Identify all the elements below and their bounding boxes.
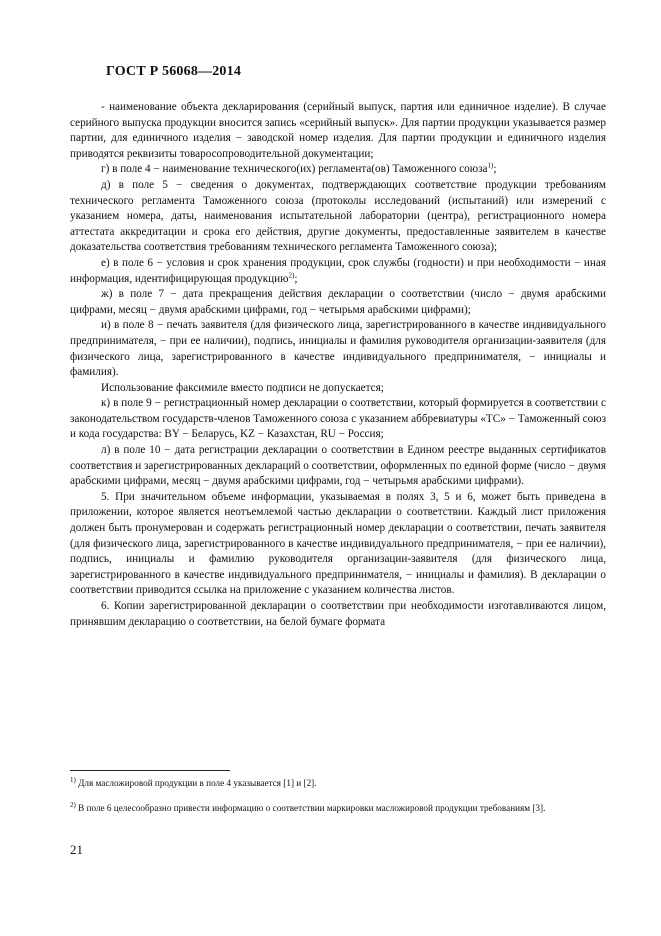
footnote-ref-1[interactable]: 1) (487, 161, 494, 170)
paragraph-clause-6: 6. Копии зарегистрированной декларации о соответствии при необходимости изготавливаются лицом, принявшим декларацию о соответствии, на белой бумаге формата (70, 600, 606, 628)
paragraph-object-description: - наименование объекта декларирования (серийный выпуск, партия или единичное изделие). В случае серийного выпуска продукции вносится запись «серийный выпуск». Для партии продукции указывается размер партии, для единичного изделия − заводской номер изделия. Для партии продукции и единичного изделия приводятся реквизиты товаросопроводительной документации; (70, 101, 606, 160)
footnote-ref-2[interactable]: 2) (288, 270, 295, 279)
paragraph-field-4 (70, 162, 606, 178)
paragraph-clause-5: 5. При значительном объеме информации, указываемая в полях 3, 5 и 6, может быть приведена в приложении, которое является неотъемлемой частью декларации о соответствии. Каждый лист приложения должен быть пронумерован и содержать регистрационный номер декларации о соответствии, печать заявителя (для физического лица, зарегистрированного в качестве индивидуального предпринимателя, − при ее наличии), подпись, инициалы и фамилию руководителя организации-заявителя (для физического лица, зарегистрированного в качестве индивидуального предпринимателя, − инициалы и фамилия). В декларации о соответствии приводится ссылка на приложение с указанием количества листов. (70, 490, 606, 597)
paragraph-field-6 (70, 256, 606, 287)
footnote-1 (70, 777, 606, 790)
paragraph-field-8: и) в поле 8 − печать заявителя (для физического лица, зарегистрированного в качестве индивидуального предпринимателя, − при ее наличии), подпись, инициалы и фамилия руководителя организации-заявителя (для физического лица, зарегистрированного в качестве индивидуального предпринимателя, − инициалы и фамилия). (70, 319, 606, 379)
page-number: 21 (70, 842, 83, 857)
paragraph-field-10: л) в поле 10 − дата регистрации декларации о соответствии в Едином реестре выданных сертификатов соответствия и зарегистрированных деклараций о соответствии, оформленных по единой форме (число − двумя арабскими цифрами, месяц − двумя арабскими цифрами, год − четырьмя арабскими цифрами). (70, 444, 606, 488)
footnote-divider (70, 770, 230, 771)
paragraph-field-9: к) в поле 9 − регистрационный номер декларации о соответствии, который формируется в соответствии с законодательством государств-членов Таможенного союза с указанием аббревиатуры «ТС» − Таможенный союз и кода государства: BY − Беларусь, KZ − Казахстан, RU − Россия; (70, 397, 606, 441)
paragraph-facsimile-note: Использование факсимиле вместо подписи не допускается; (101, 381, 384, 394)
document-body (70, 100, 606, 630)
paragraph-field-4-end: ; (493, 163, 497, 176)
footnote-1-text: Для масложировой продукции в поле 4 указывается [1] и [2]. (75, 778, 317, 788)
footnote-2-marker: 2) (70, 800, 76, 809)
footnote-2-text: В поле 6 целесообразно привести информацию о соответствии маркировки масложировой продукции требованиям [3]. (75, 803, 546, 813)
page-header-standard-number: ГОСТ Р 56068—2014 (106, 64, 242, 79)
paragraph-field-5: д) в поле 5 − сведения о документах, подтверждающих соответствие продукции требованиям технического регламента Таможенного союза (протоколы исследований (испытаний) или измерений с указанием номера, даты, наименования испытательной лаборатории (центра), регистрационного номера аттестата аккредитации и срока его действия, другие документы, предоставленные заявителем в качестве доказательства соответствия требованиям технического регламента Таможенного союза); (70, 178, 606, 254)
footnote-1-marker: 1) (70, 775, 76, 784)
footnote-2 (70, 802, 606, 815)
paragraph-field-6-text: е) в поле 6 − условия и срок хранения продукции, срок службы (годности) и при необходимости − иная информация, идентифицирующая продукцию (70, 256, 606, 285)
paragraph-field-6-end: ; (294, 272, 298, 285)
paragraph-field-7: ж) в поле 7 − дата прекращения действия декларации о соответствии (число − двумя арабскими цифрами, месяц − двумя арабскими цифрами, год − четырьмя арабскими цифрами); (70, 288, 606, 316)
paragraph-field-4-text: г) в поле 4 − наименование технического(их) регламента(ов) Таможенного союза (101, 163, 488, 176)
